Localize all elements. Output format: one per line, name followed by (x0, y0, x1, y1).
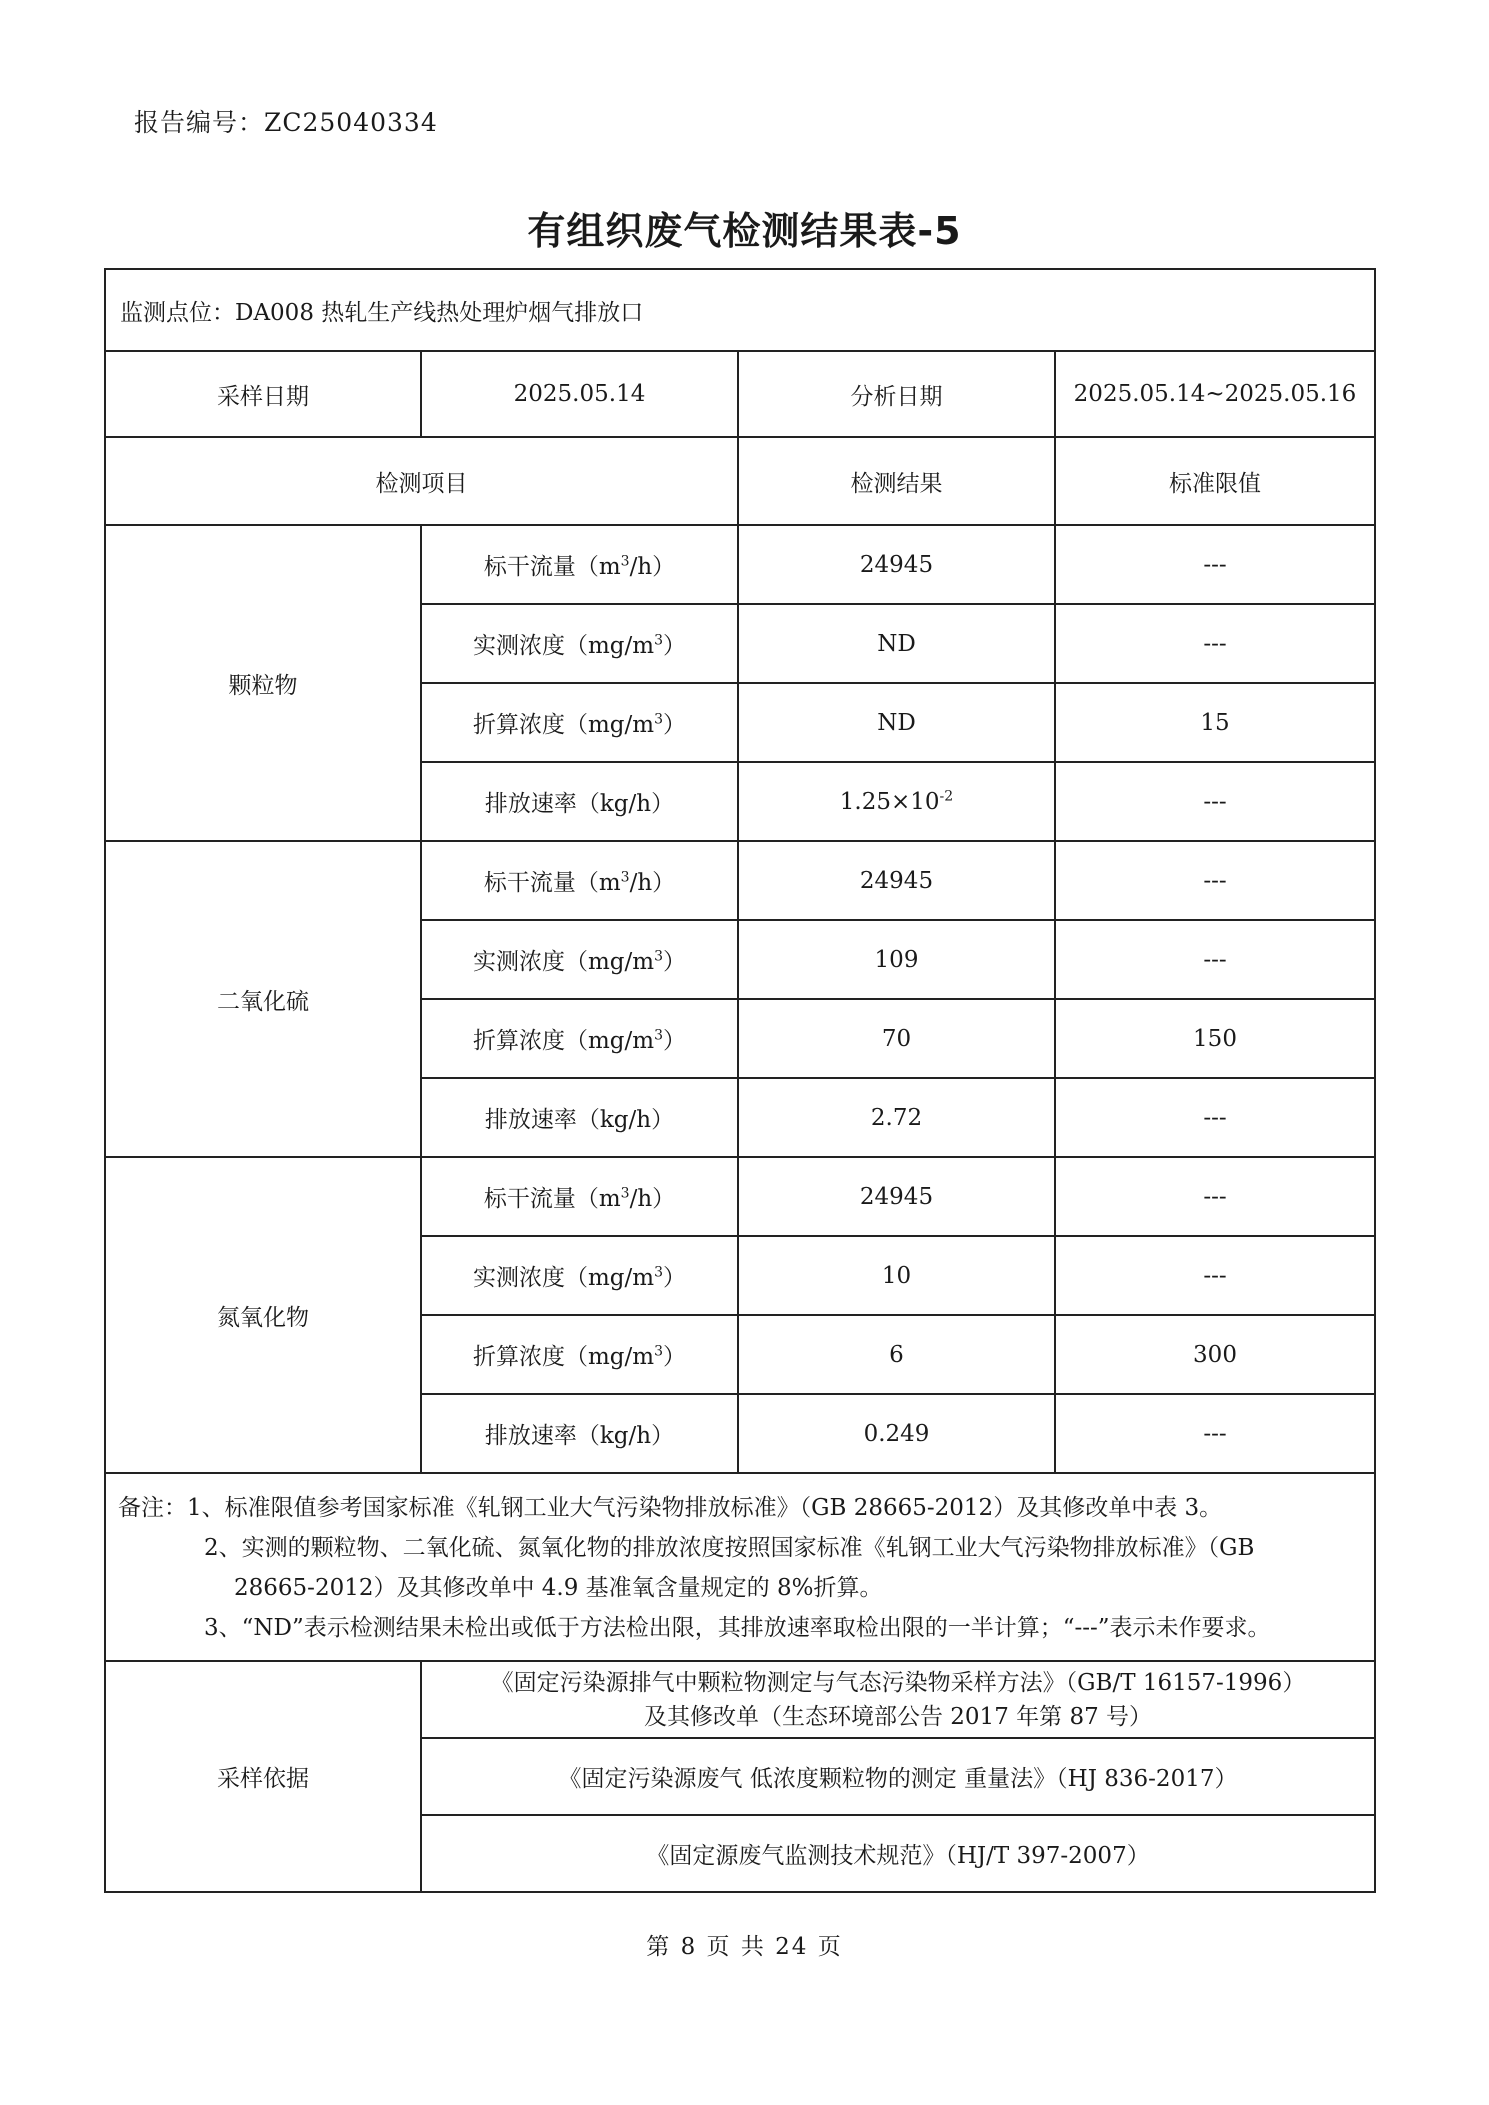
limit-value: --- (1055, 604, 1375, 683)
basis-item-1-line-2: 及其修改单（生态环境部公告 2017 年第 87 号） (643, 1703, 1153, 1730)
parameter-unit-tail: /h） (629, 870, 676, 896)
basis-item-2: 《固定污染源废气 低浓度颗粒物的测定 重量法》（HJ 836-2017） (421, 1738, 1375, 1815)
basis-item-3: 《固定源废气监测技术规范》（HJ/T 397-2007） (421, 1815, 1375, 1892)
pollutant-name: 颗粒物 (105, 525, 421, 841)
parameter-superscript: 3 (620, 869, 630, 886)
parameter-unit-tail: ） (663, 1344, 686, 1370)
parameter-text: 标干流量（m (483, 870, 621, 896)
parameter-name (421, 683, 738, 762)
result-text: 70 (881, 1025, 912, 1052)
parameter-name (421, 1157, 738, 1236)
limit-value: --- (1055, 1394, 1375, 1473)
note-line-3: 28665-2012）及其修改单中 4.9 基准氧含量规定的 8%折算。 (234, 1575, 883, 1601)
parameter-name (421, 1236, 738, 1315)
pollutant-name: 二氧化硫 (105, 841, 421, 1157)
result-exponent: -2 (939, 787, 954, 804)
parameter-unit-tail: ） (663, 1265, 686, 1291)
parameter-text: 折算浓度（mg/m (472, 1344, 655, 1370)
parameter-text: 排放速率（kg/h） (484, 1423, 675, 1449)
parameter-text: 排放速率（kg/h） (484, 1107, 675, 1133)
parameter-text: 实测浓度（mg/m (472, 633, 655, 659)
parameter-text: 标干流量（m (483, 1186, 621, 1212)
table-row (105, 841, 1375, 920)
result-value (738, 525, 1055, 604)
parameter-unit-tail: ） (663, 712, 686, 738)
result-value (738, 683, 1055, 762)
sampling-date-value: 2025.05.14 (421, 351, 738, 437)
result-text: 24945 (859, 551, 934, 578)
parameter-superscript: 3 (620, 553, 630, 570)
limit-value: --- (1055, 1236, 1375, 1315)
limit-value: --- (1055, 1157, 1375, 1236)
parameter-name (421, 1315, 738, 1394)
result-value (738, 841, 1055, 920)
result-value (738, 1157, 1055, 1236)
header-limit: 标准限值 (1055, 437, 1375, 525)
report-number: 报告编号：ZC25040334 (134, 108, 438, 137)
result-text: 1.25×10 (839, 788, 940, 815)
parameter-superscript: 3 (654, 632, 663, 649)
basis-label: 采样依据 (105, 1661, 421, 1892)
limit-value: --- (1055, 1078, 1375, 1157)
sampling-date-label: 采样日期 (105, 351, 421, 437)
monitoring-point: 监测点位：DA008 热轧生产线热处理炉烟气排放口 (105, 269, 1375, 351)
limit-value: 15 (1055, 683, 1375, 762)
parameter-text: 标干流量（m (483, 554, 621, 580)
parameter-text: 折算浓度（mg/m (472, 1028, 655, 1054)
note-line-1: 备注：1、标准限值参考国家标准《轧钢工业大气污染物排放标准》（GB 28665-2012）及其修改单中表 3。 (118, 1495, 1223, 1521)
parameter-text: 排放速率（kg/h） (484, 791, 675, 817)
parameter-superscript: 3 (654, 711, 663, 728)
result-value (738, 1236, 1055, 1315)
parameter-name (421, 920, 738, 999)
limit-value: --- (1055, 762, 1375, 841)
result-text: 109 (874, 946, 919, 973)
analysis-date-value: 2025.05.14~2025.05.16 (1055, 351, 1375, 437)
results-table (104, 268, 1376, 1893)
parameter-superscript: 3 (654, 1027, 663, 1044)
parameter-name (421, 1078, 738, 1157)
result-text: ND (877, 709, 916, 736)
result-text: ND (877, 630, 916, 657)
note-line-2: 2、实测的颗粒物、二氧化硫、氮氧化物的排放浓度按照国家标准《轧钢工业大气污染物排放标准》（GB (204, 1535, 1255, 1561)
parameter-unit-tail: /h） (629, 1186, 676, 1212)
limit-value: --- (1055, 841, 1375, 920)
parameter-text: 实测浓度（mg/m (472, 1265, 655, 1291)
notes (105, 1473, 1375, 1661)
parameter-name (421, 1394, 738, 1473)
header-result: 检测结果 (738, 437, 1055, 525)
header-item: 检测项目 (105, 437, 738, 525)
parameter-name (421, 762, 738, 841)
result-value (738, 999, 1055, 1078)
parameter-unit-tail: /h） (629, 554, 676, 580)
parameter-name (421, 999, 738, 1078)
parameter-superscript: 3 (654, 1343, 663, 1360)
parameter-unit-tail: ） (663, 949, 686, 975)
analysis-date-label: 分析日期 (738, 351, 1055, 437)
result-text: 24945 (859, 1183, 934, 1210)
note-line-4: 3、“ND”表示检测结果未检出或低于方法检出限，其排放速率取检出限的一半计算；“---”表示未作要求。 (204, 1615, 1271, 1641)
parameter-superscript: 3 (654, 1264, 663, 1281)
basis-item-1-line-1: 《固定污染源排气中颗粒物测定与气态污染物采样方法》（GB/T 16157-1996） (490, 1669, 1306, 1696)
parameter-name (421, 841, 738, 920)
pollutant-name: 氮氧化物 (105, 1157, 421, 1473)
table-row (105, 1157, 1375, 1236)
limit-value: --- (1055, 525, 1375, 604)
basis-item-1 (421, 1661, 1375, 1738)
limit-value: 150 (1055, 999, 1375, 1078)
result-text: 24945 (859, 867, 934, 894)
result-text: 0.249 (863, 1420, 930, 1447)
limit-value: --- (1055, 920, 1375, 999)
parameter-unit-tail: ） (663, 1028, 686, 1054)
result-value (738, 1078, 1055, 1157)
parameter-superscript: 3 (620, 1185, 630, 1202)
result-text: 10 (881, 1262, 912, 1289)
result-value (738, 1394, 1055, 1473)
page-footer: 第 8 页 共 24 页 (646, 1934, 843, 1960)
page-title: 有组织废气检测结果表-5 (527, 209, 962, 253)
parameter-unit-tail: ） (663, 633, 686, 659)
parameter-name (421, 604, 738, 683)
result-value (738, 920, 1055, 999)
result-value (738, 762, 1055, 841)
limit-value: 300 (1055, 1315, 1375, 1394)
parameter-text: 折算浓度（mg/m (472, 712, 655, 738)
result-value (738, 1315, 1055, 1394)
parameter-name (421, 525, 738, 604)
parameter-text: 实测浓度（mg/m (472, 949, 655, 975)
result-text: 6 (889, 1341, 904, 1368)
result-text: 2.72 (870, 1104, 923, 1131)
result-value (738, 604, 1055, 683)
table-row (105, 525, 1375, 604)
parameter-superscript: 3 (654, 948, 663, 965)
